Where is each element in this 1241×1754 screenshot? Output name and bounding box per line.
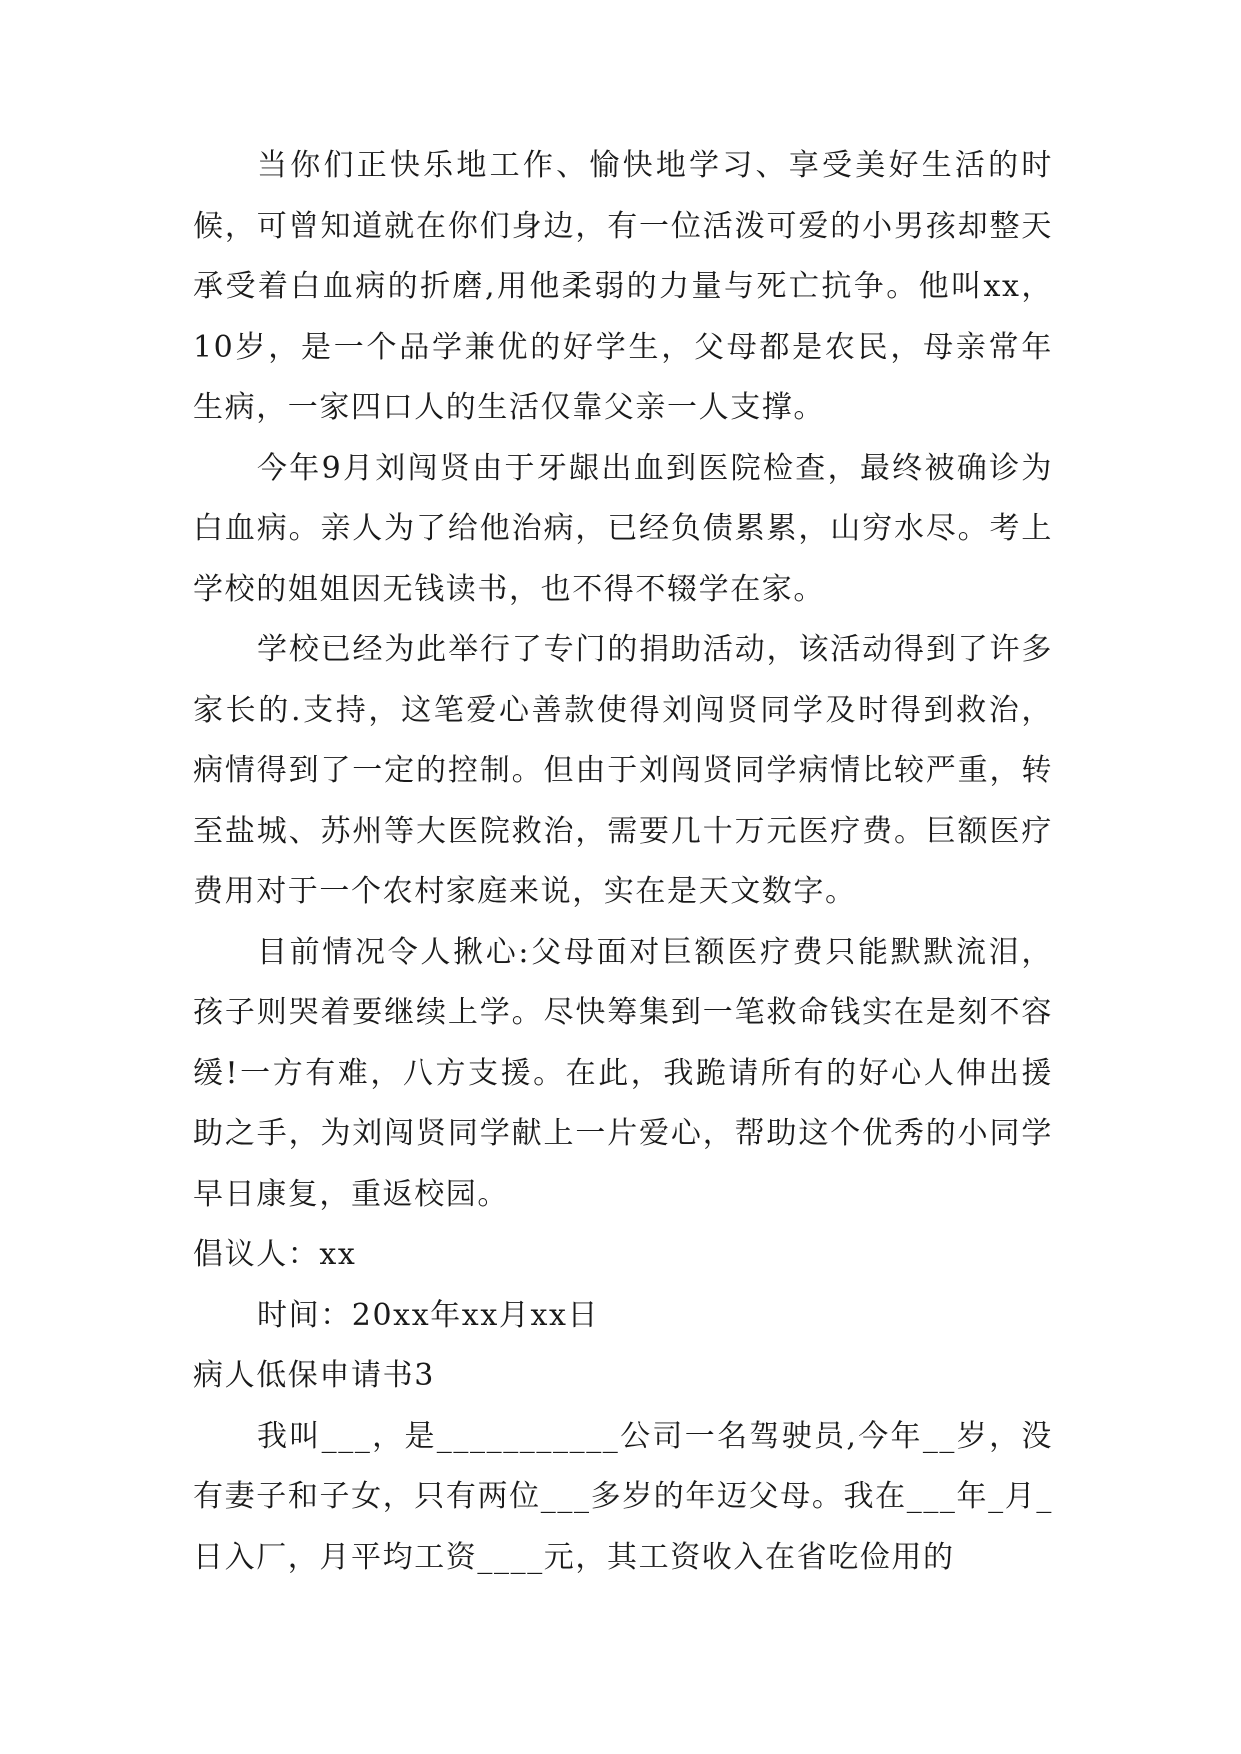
- date-line: 时间：20xx年xx月xx日: [257, 1297, 600, 1333]
- paragraph-2: 今年9月刘闯贤由于牙龈出血到医院检查，最终被确诊为白血病。亲人为了给他治病，已经负债累累，山穷水尽。考上学校的姐姐因无钱读书，也不得不辍学在家。: [193, 450, 1053, 607]
- paragraph-1: 当你们正快乐地工作、愉快地学习、享受美好生活的时候，可曾知道就在你们身边，有一位活泼可爱的小男孩却整天承受着白血病的折磨,用他柔弱的力量与死亡抗争。他叫xx，10岁，是一个品学兼优的好学生，父母都是农民，母亲常年生病，一家四口人的生活仅靠父亲一人支撑。: [193, 148, 1053, 425]
- initiator-line: 倡议人：xx: [193, 1237, 357, 1272]
- letter-body: [193, 136, 1053, 1588]
- paragraph-3: 学校已经为此举行了专门的捐助活动，该活动得到了许多家长的.支持，这笔爱心善款使得刘闯贤同学及时得到救治，病情得到了一定的控制。但由于刘闯贤同学病情比较严重，转至盐城、苏州等大医院救治，需要几十万元医疗费。巨额医疗费用对于一个农村家庭来说，实在是天文数字。: [193, 632, 1053, 909]
- paragraph-4: 目前情况令人揪心:父母面对巨额医疗费只能默默流泪，孩子则哭着要继续上学。尽快筹集到一笔救命钱实在是刻不容缓!一方有难，八方支援。在此，我跪请所有的好心人伸出援助之手，为刘闯贤同学献上一片爱心，帮助这个优秀的小同学早日康复，重返校园。: [193, 934, 1053, 1212]
- section-title: 病人低保申请书3: [193, 1358, 435, 1393]
- application-paragraph: 我叫___，是___________公司一名驾驶员,今年__岁，没有妻子和子女，只有两位___多岁的年迈父母。我在___年_月_日入厂，月平均工资____元，其工资收入在省吃俭用的: [193, 1418, 1053, 1575]
